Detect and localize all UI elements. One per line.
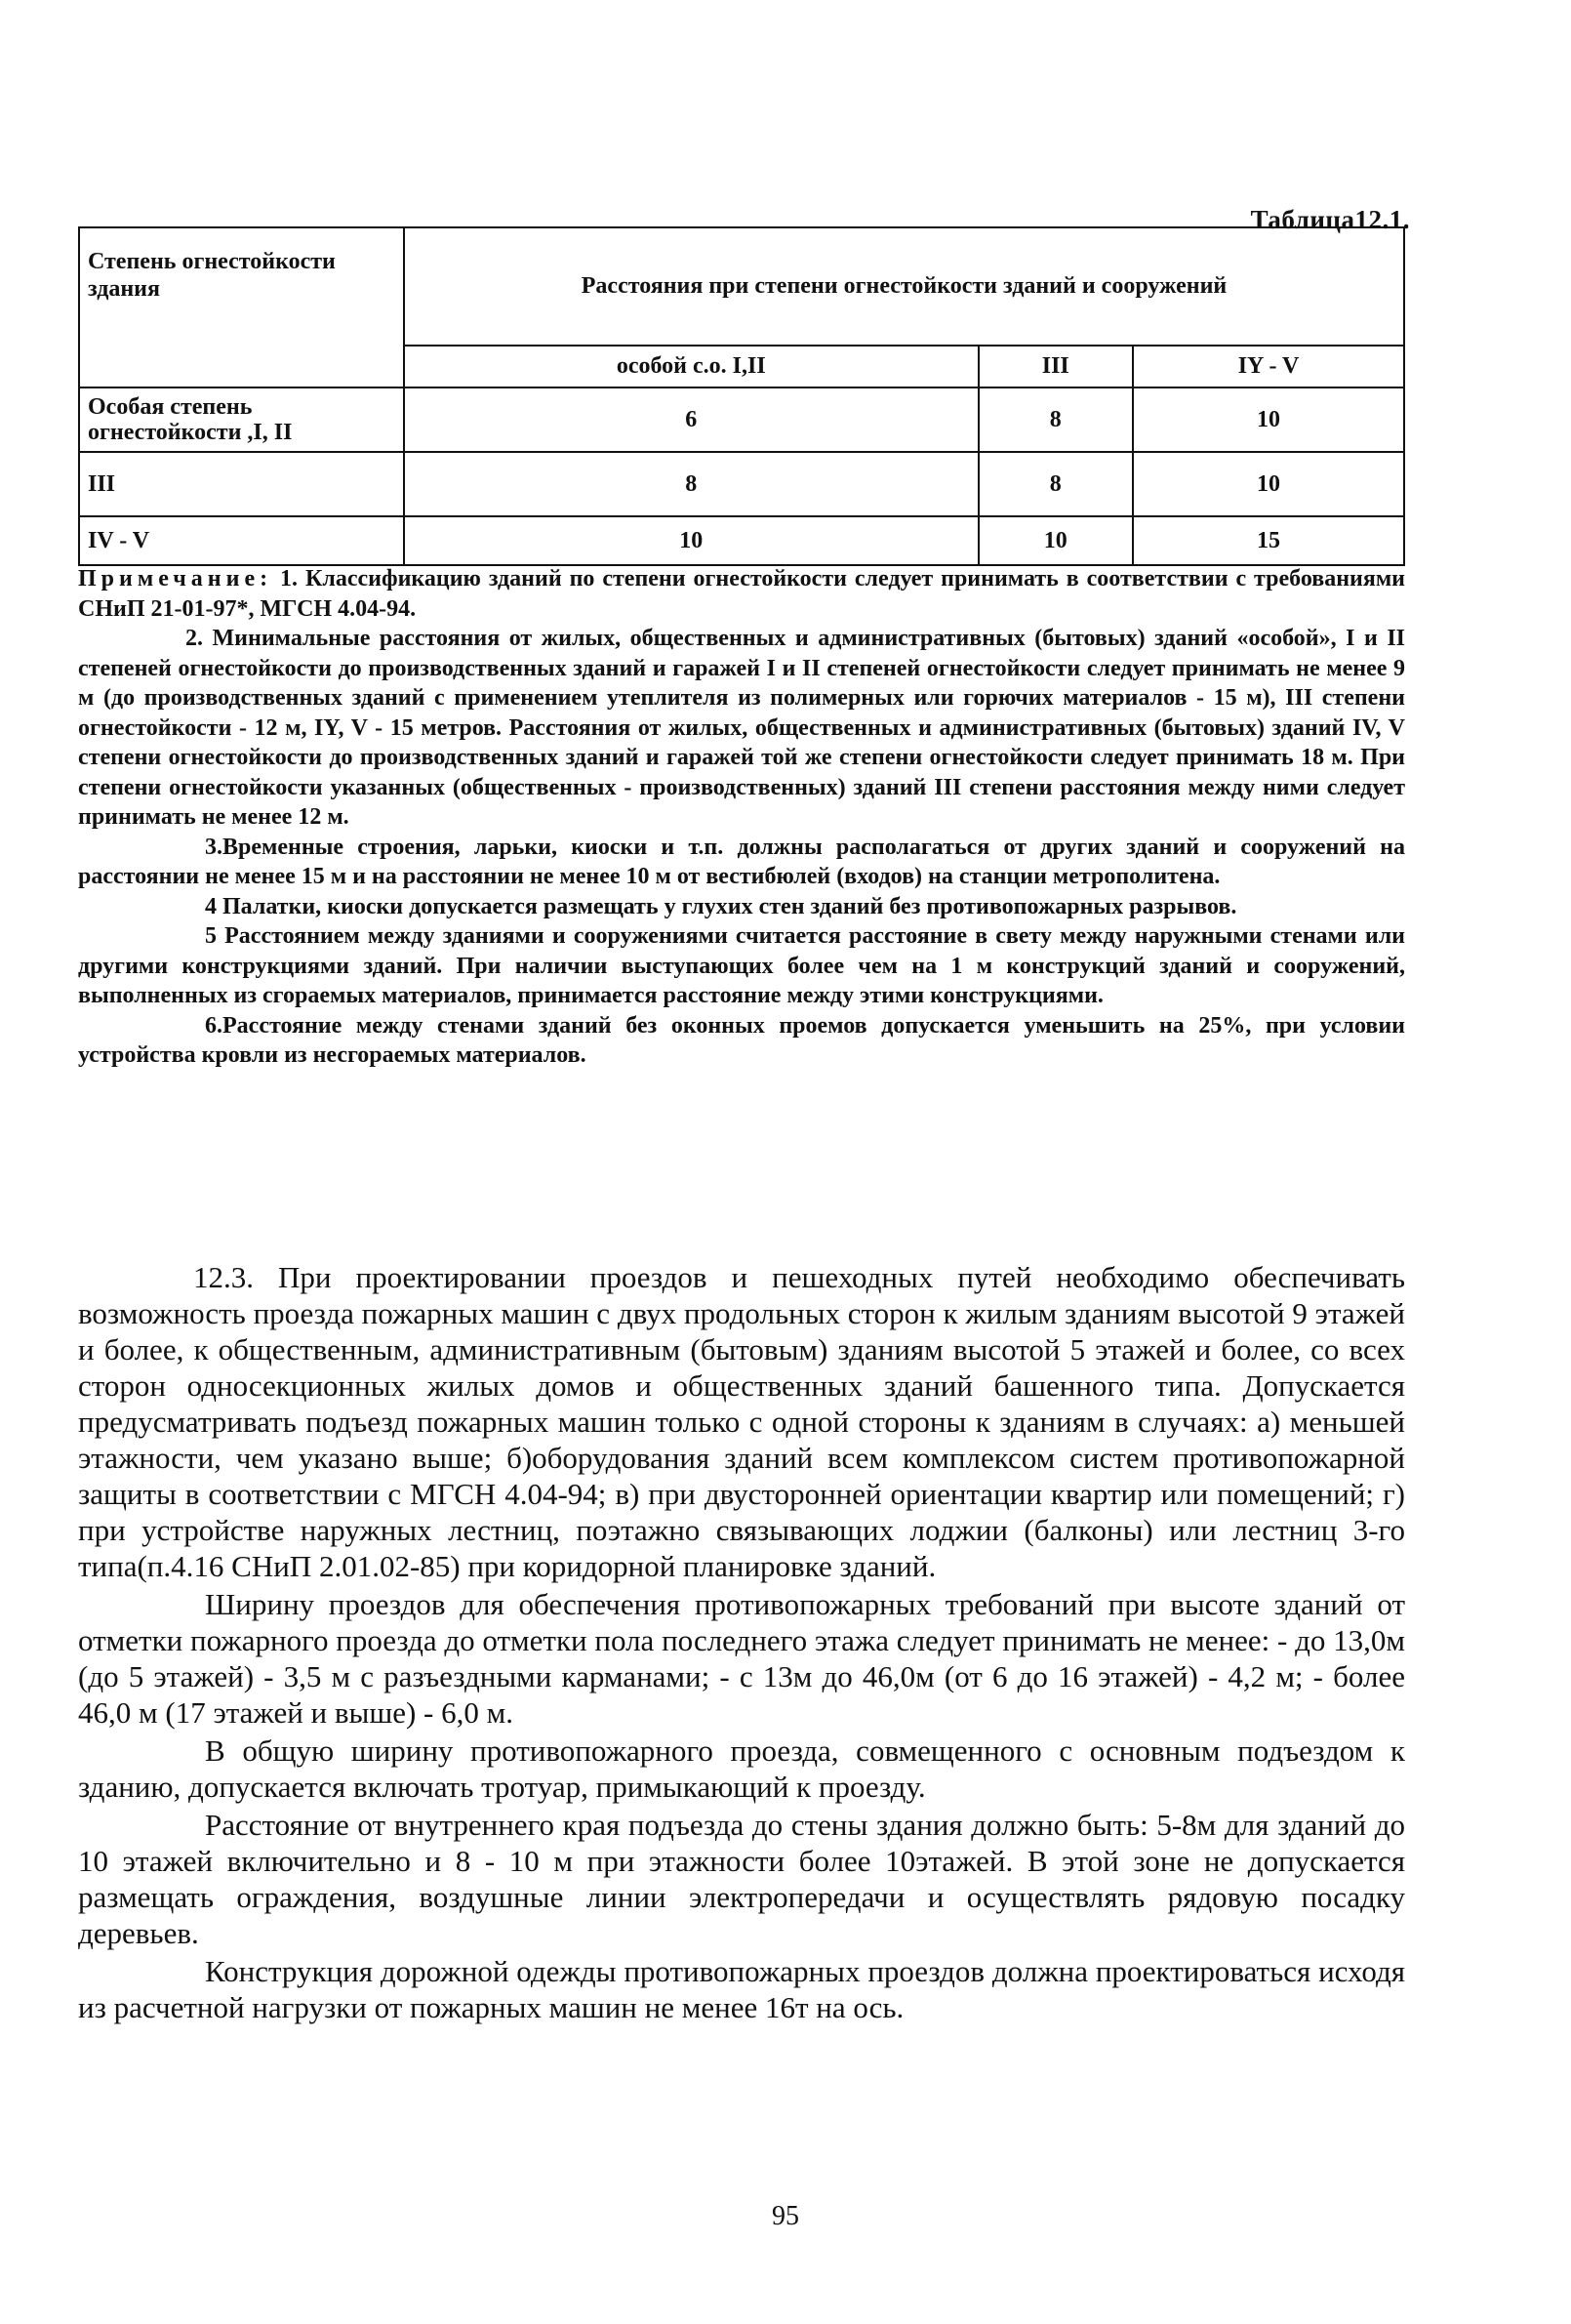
- table-cell: 8: [979, 387, 1134, 452]
- table-cell: 10: [404, 516, 979, 565]
- table-subheader-iii: III: [979, 346, 1134, 387]
- table-row: [79, 452, 1404, 516]
- note-2: 2. Минимальные расстояния от жилых, общественных и административных (бытовых) зданий «особой», I и II степеней огнестойкости до производственных зданий и гаражей I и II степеней огнестойкости следует принимать не менее 9 м (до производственных зданий с применением утеплителя из полимерных или горючих материалов - 15 м), III степени огнестойкости - 12 м, IY, V - 15 метров. Расстояния от жилых, общественных и административных (бытовых) зданий IV, V степени огнестойкости до производственных зданий и гаражей той же степени огнестойкости следует принимать 18 м. При степени огнестойкости указанных (общественных - производственных) зданий III степени расстояния между ними следует принимать не менее 12 м.: [78, 626, 1405, 830]
- note-label: Примечание:: [78, 566, 273, 591]
- paragraph-driveway-distance: Расстояние от внутреннего края подъезда до стены здания должно быть: 5-8м для зданий до 10 этажей включительно и 8 - 10 м при этажности более 10этажей. В этой зоне не допускается размещать ограждения, воздушные линии электропередачи и осуществлять рядовую посадку деревьев.: [78, 1808, 1405, 1950]
- table-subheader-special: особой с.о. I,II: [404, 346, 979, 387]
- table-header-fire-rating: Степень огнестойкости здания: [79, 227, 404, 387]
- table-row-label: III: [79, 452, 404, 516]
- note-4: 4 Палатки, киоски допускается размещать у глухих стен зданий без противопожарных разрывов.: [205, 893, 1237, 919]
- note-1-text: 1. Классификацию зданий по степени огнестойкости следует принимать в соответствии с требованиями СНиП 21-01-97*, МГСН 4.04-94.: [78, 566, 1406, 622]
- table-header-distances: Расстояния при степени огнестойкости зданий и сооружений: [404, 227, 1404, 346]
- table-cell: 10: [979, 516, 1134, 565]
- table-notes: [78, 564, 1405, 1071]
- table-cell: 6: [404, 387, 979, 452]
- table-row: [79, 387, 1404, 452]
- table-cell: 15: [1133, 516, 1404, 565]
- paragraph-pavement-load: Конструкция дорожной одежды противопожарных проездов должна проектироваться исходя из расчетной нагрузки от пожарных машин не менее 16т на ось.: [78, 1954, 1405, 2024]
- table-caption: Таблица12.1.: [1250, 205, 1410, 234]
- note-3: 3.Временные строения, ларьки, киоски и т.п. должны располагаться от других зданий и сооружений на расстоянии не менее 15 м и на расстоянии не менее 10 м от вестибюлей (входов) на станции метрополитена.: [78, 834, 1405, 889]
- table-subheader-iv-v: IY - V: [1133, 346, 1404, 387]
- table-cell: 10: [1133, 452, 1404, 516]
- note-6: 6.Расстояние между стенами зданий без оконных проемов допускается уменьшить на 25%, при условии устройства кровли из несгораемых материалов.: [78, 1012, 1405, 1068]
- fire-distance-table: [78, 226, 1405, 566]
- table-cell: 10: [1133, 387, 1404, 452]
- note-1: [78, 564, 1405, 624]
- table-cell: 8: [404, 452, 979, 516]
- table-row: [79, 516, 1404, 565]
- table-row-label: Особая степень огнестойкости ,I, II: [79, 387, 404, 452]
- paragraph-road-width: Ширину проездов для обеспечения противопожарных требований при высоте зданий от отметки пожарного проезда до отметки пола последнего этажа следует принимать не менее: - до 13,0м (до 5 этажей) - 3,5 м с разъездными карманами; - с 13м до 46,0м (от 6 до 16 этажей) - 4,2 м; - более 46,0 м (17 этажей и выше) - 6,0 м.: [78, 1587, 1405, 1730]
- page-number: 95: [772, 2201, 799, 2231]
- main-text: [78, 1259, 1405, 2027]
- paragraph-12-3: 12.3. При проектировании проездов и пешеходных путей необходимо обеспечивать возможность проезда пожарных машин с двух продольных сторон к жилым зданиям высотой 9 этажей и более, к общественным, административным (бытовым) зданиям высотой 5 этажей и более, со всех сторон односекционных жилых домов и общественных зданий башенного типа. Допускается предусматривать подъезд пожарных машин только с одной стороны к зданиям в случаях: а) меньшей этажности, чем указано выше; б)оборудования зданий всем комплексом систем противопожарной защиты в соответствии с МГСН 4.04-94; в) при двусторонней ориентации квартир или помещений; г) при устройстве наружных лестниц, поэтажно связывающих лоджии (балконы) или лестниц 3-го типа(п.4.16 СНиП 2.01.02-85) при коридорной планировке зданий.: [78, 1260, 1405, 1583]
- table-row-label: IV - V: [79, 516, 404, 565]
- note-5: 5 Расстоянием между зданиями и сооружениями считается расстояние в свету между наружными стенами или другими конструкциями зданий. При наличии выступающих более чем на 1 м конструкций зданий и сооружений, выполненных из сгораемых материалов, принимается расстояние между этими конструкциями.: [78, 923, 1405, 1008]
- table-cell: 8: [979, 452, 1134, 516]
- paragraph-sidewalk: В общую ширину противопожарного проезда, совмещенного с основным подъездом к зданию, допускается включать тротуар, примыкающий к проезду.: [78, 1733, 1405, 1804]
